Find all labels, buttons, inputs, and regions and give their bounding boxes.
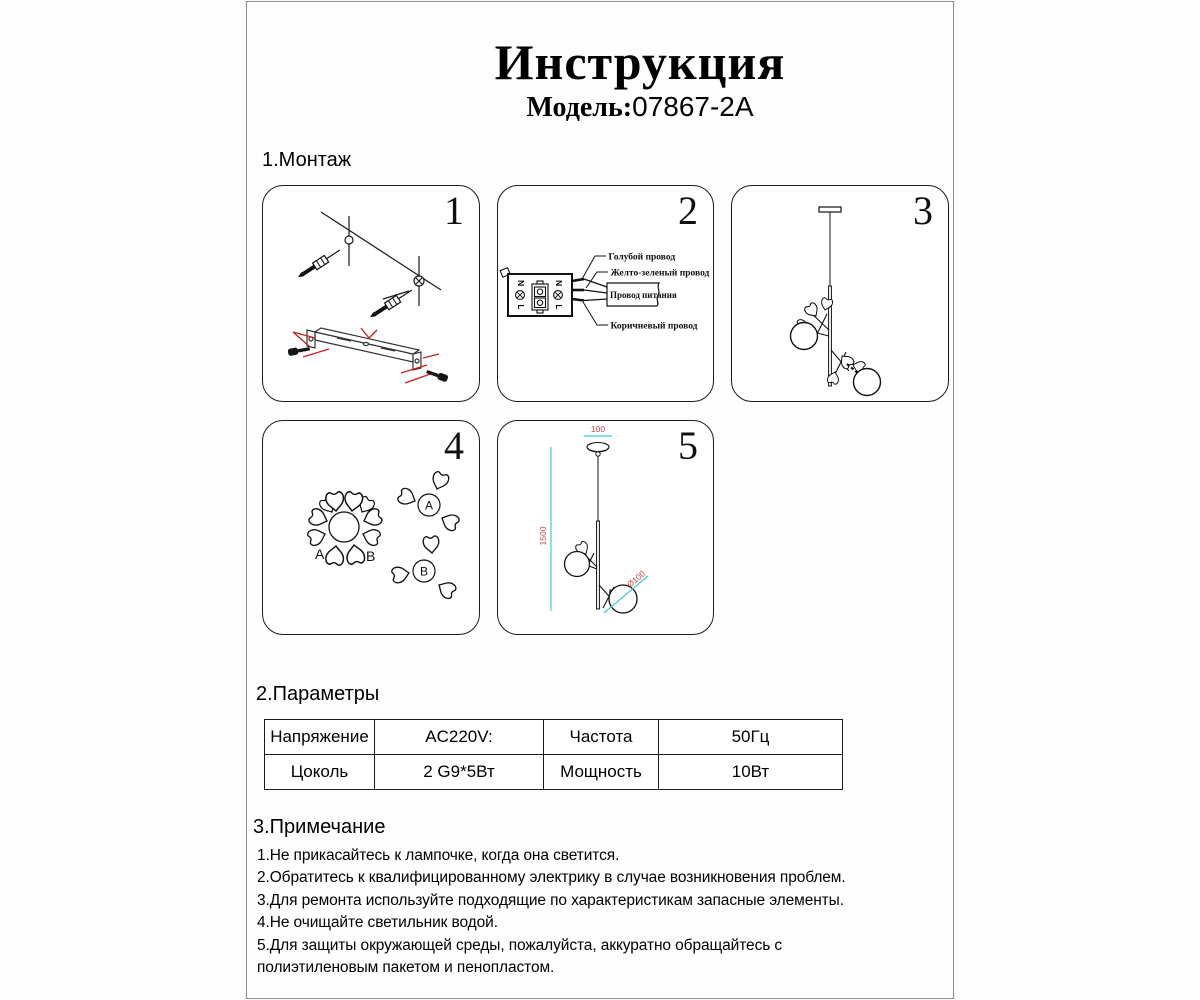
terminal-connector bbox=[532, 281, 548, 313]
pendant-lamp bbox=[565, 443, 638, 614]
param-socket-label: Цоколь bbox=[265, 755, 375, 790]
anchor-cross-marks bbox=[321, 212, 441, 306]
terminal-screw-icon bbox=[516, 291, 525, 300]
decor-cluster-a bbox=[397, 471, 461, 532]
montage-step-4-panel bbox=[262, 420, 480, 635]
param-voltage-label: Напряжение bbox=[265, 720, 375, 755]
note-line: 3.Для ремонта используйте подходящие по характеристикам запасные элементы. bbox=[257, 891, 844, 909]
power-cord-label: Провод питания bbox=[610, 290, 677, 300]
montage-step-1-panel bbox=[262, 185, 480, 402]
center-assembly bbox=[307, 491, 383, 565]
montage-step-5-panel bbox=[497, 420, 714, 635]
step-number: 1 bbox=[444, 188, 464, 233]
parameters-table bbox=[264, 719, 843, 790]
section-header-montage: 1.Монтаж bbox=[262, 149, 352, 171]
expansion-screw-icon bbox=[296, 247, 342, 281]
note-line: 2.Обратитесь к квалифицированному электрику в случае возникновения проблем. bbox=[257, 869, 846, 887]
notes-list bbox=[257, 845, 957, 979]
bulb-socket bbox=[329, 512, 359, 542]
section-header-parameters: 2.Параметры bbox=[256, 683, 380, 705]
param-power-value: 10Вт bbox=[659, 755, 843, 790]
terminal-n-label: N bbox=[554, 279, 564, 287]
blue-wire-label: Голубой провод bbox=[608, 252, 676, 263]
glass-globe bbox=[854, 369, 881, 396]
bracket-screw-icon bbox=[288, 345, 311, 356]
glass-globe bbox=[791, 323, 818, 350]
pendant-lamp bbox=[791, 207, 881, 396]
pendant-lamp-drawing bbox=[732, 186, 948, 401]
page-title: Инструкция bbox=[494, 34, 786, 90]
montage-step-3-panel bbox=[731, 185, 949, 402]
terminal-l-label: L bbox=[516, 304, 526, 310]
step-number: 3 bbox=[913, 188, 933, 233]
canopy-width-dim: 100 bbox=[590, 424, 606, 434]
step-number: 4 bbox=[444, 423, 464, 468]
cluster-a-label: A bbox=[424, 498, 434, 513]
glass-globe bbox=[565, 552, 590, 577]
param-frequency-value: 50Гц bbox=[659, 720, 843, 755]
terminal-block bbox=[500, 268, 572, 316]
mounting-bracket bbox=[307, 328, 421, 370]
title-block bbox=[290, 36, 990, 124]
montage-step-2-panel bbox=[497, 185, 714, 402]
note-line: 4.Не очищайте светильник водой. bbox=[257, 914, 498, 932]
table-row bbox=[265, 755, 843, 790]
wall-mounting-drawing bbox=[263, 186, 479, 401]
drop-height-dim: 1500 bbox=[538, 526, 548, 546]
section-header-notes: 3.Примечание bbox=[253, 816, 386, 838]
step-number: 5 bbox=[678, 423, 698, 468]
yellow-green-wire-label: Желто-зеленый провод bbox=[610, 268, 710, 279]
bracket-screw-icon bbox=[426, 368, 449, 382]
param-frequency-label: Частота bbox=[544, 720, 659, 755]
param-power-label: Мощность bbox=[544, 755, 659, 790]
wiring-diagram bbox=[498, 186, 713, 401]
marker-a-label: A bbox=[315, 546, 325, 562]
terminal-n-label: N bbox=[516, 279, 526, 287]
decor-cluster-b bbox=[391, 536, 457, 600]
note-line: 5.Для защиты окружающей среды, пожалуйста, аккуратно обращайтесь с bbox=[257, 936, 783, 954]
note-line: полиэтиленовым пакетом и пенопластом. bbox=[257, 959, 555, 977]
terminal-l-label: L bbox=[554, 304, 564, 310]
cluster-b-label: B bbox=[419, 564, 429, 579]
step-number: 2 bbox=[678, 188, 698, 233]
globe-diameter-dim: Ø100 bbox=[624, 568, 648, 590]
table-row bbox=[265, 720, 843, 755]
marker-b-label: B bbox=[366, 548, 376, 564]
terminal-screw-icon bbox=[554, 291, 563, 300]
model-label: Модель: bbox=[526, 92, 633, 123]
note-line: 1.Не прикасайтесь к лампочке, когда она светится. bbox=[257, 847, 620, 864]
brown-wire-label: Коричневый провод bbox=[610, 321, 698, 332]
param-voltage-value: AC220V: bbox=[375, 720, 544, 755]
param-socket-value: 2 G9*5Вт bbox=[375, 755, 544, 790]
bulb-installation-drawing bbox=[263, 421, 479, 634]
dimensions-drawing bbox=[498, 421, 713, 634]
model-line bbox=[290, 91, 990, 124]
model-number: 07867-2A bbox=[632, 91, 754, 122]
